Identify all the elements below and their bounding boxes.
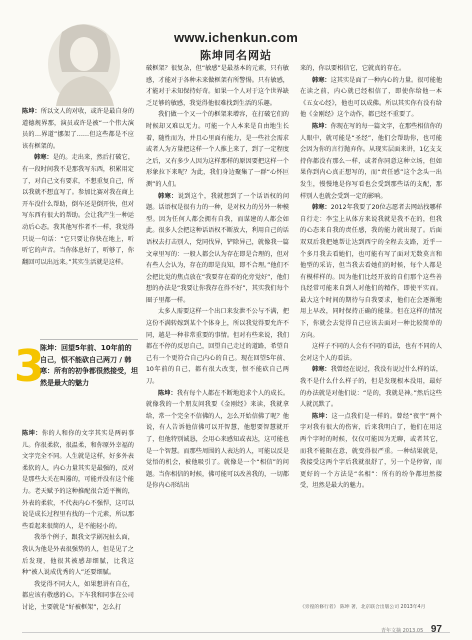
speaker-label: 韩寒： <box>312 204 331 212</box>
speaker-label: 陈坤： <box>22 108 41 115</box>
pull-quote <box>14 337 138 421</box>
speaker-label: 韩寒： <box>312 366 331 374</box>
speaker-label: 陈坤： <box>22 430 42 437</box>
paragraph <box>146 109 289 190</box>
pull-quote-text: 陈坤：回望5年前、10年前的自己，恨不能砍自己两刀 / 韩寒：所有的初争都很然接受，坦然是最大的魅力 <box>40 344 138 387</box>
paragraph-text: 我举个例子，跟我文学剧况扯么面，我认为他是外表很强势的人，但是见了之后发现，他很其被感却细腻，比我这种“被人说成优秀的人”还要细腻。 <box>22 534 134 577</box>
speaker-label: 韩寒： <box>158 192 178 200</box>
magazine-name: 青年文摘 2013.05 <box>381 628 424 634</box>
paragraph-text: 我觉得不同大人，如果想讲有自在，都应该有敬感的心。下车我和同事在公司讨论，主要就是“好被框架”，怎么打 <box>22 580 134 611</box>
paragraph-text: 来的，你以要相信它，它就真的存在。 <box>300 65 406 72</box>
paragraph-text: 破框架？很复杂，但“敏感”是最基本的元素，只有敏感，才能对于各种未来做框架有所警惕。只有敏感，才能对于未知保持好奇。如果一个人对于这个世界缺乏足够的敏感，我觉得他很难找到生活的乐趣。 <box>146 65 289 107</box>
paragraph <box>300 341 442 364</box>
page-number: 97 <box>430 624 442 635</box>
column-2 <box>146 63 289 623</box>
paragraph <box>300 121 442 202</box>
paragraph-text: 说到这个，我就想到了一个话语权的问题。话语权是很有力的一种，是对权力的另外一种模型。因为任何人都会拥有自我，而谋建的人都会如此。很多人会把这种话语权不断放大，利用自己的话语权去打击别人，党同伐异，铲除异己，就像我一篇文章里写的：一般人都会认为存在即是合理的，但对有些人会认为，存在的即是良知，即不合理。”他们不会把比觉的焦点放在“我要存在着的化旁觉好”，他们想的办法是“我要让你我存在得不好”，其实我们每个圈子里都一样。 <box>146 192 289 304</box>
pull-quote-number: 3 <box>14 341 45 392</box>
paragraph-text: 我们做一个又一个的框架来增容，在打破它们的时候却又难以无力。可能一个人本来是自由地生长着，随性而为，并且心里面有能力，是一些社会需求或者人为方量把这样一个人推上来了，到了一定程度之后，又有多少人因为这样那样的原因要把这样一个形象拉下来呢？为此，我们身边聚集了一群“心怀叵测”的人们。 <box>146 111 289 188</box>
paragraph <box>146 388 289 492</box>
paragraph <box>22 428 134 532</box>
paragraph-text: 我曾经在说过，我没有说过什么样的话，我不是什么什么样子的，但是发现根本没用，最好的办法就是对他们说：“是的，我就是神。”然后这些人就沉默了。 <box>300 366 442 409</box>
paragraph <box>300 63 442 75</box>
paragraph <box>22 106 134 152</box>
paragraph <box>22 579 134 614</box>
paragraph-text: 2012年我要了20位志愿者去网站找哪样自行走：李宝上从体方来说我就是我不在的，但我的心态来自我的责任感，我的能力就出现了。后面双双后我把她帮让达到西宁的全程去支路，近乎一个多月我去看她们，也可能有写了面对无数莫言和他型的采访，但当我去看她们的时候，每个人都是有模样样的。因为他们比经开放的自们那个这些善良经常可能来自到人对他们的精作，即使平实而。最大这个时间的期待与自我要求，他们在会逐渐地用上早改，同时保持正确的能量。但在这样的情况下，你就会去觉得自己应该去面对一种比较简单的方向。 <box>300 204 442 339</box>
paragraph <box>300 411 442 492</box>
paragraph-text: 所以文人的对收，或许是最自身的道德规界那，演员或许是被“一个伟大演员的…界道”挪架了……但这些都是不应该有框架的。 <box>22 108 134 150</box>
paragraph-text: 这其实是面了一种内心的力量。很可能他在读之前，内心就已经相信了，即使你给他一本《五女心经》，他也可以成佛。所以其实你有没有给他《金刚经》这个动作，都已经不重要了。 <box>300 76 442 119</box>
column-1-bottom <box>22 428 134 618</box>
paragraph <box>22 152 134 268</box>
column-3 <box>300 63 442 598</box>
speaker-label: 韩寒： <box>34 154 53 162</box>
paragraph <box>146 306 289 387</box>
book-caption: 《旁徨的修行者》 陈坤 著，北京联合出版公司 2013年4月 <box>300 605 426 610</box>
column-1-top <box>22 106 134 328</box>
website-url[interactable]: www.ichenkun.com <box>173 30 299 45</box>
website-name: 陈坤同名网站 <box>200 49 272 62</box>
paragraph-text: 太多人需要这样一个出口来发泄不公与不满，把这份不满转嫁到某个个体身上，所以我觉得要允许不同，越是一种非常重要的事情。但对有些来说，我们都在不停的反思自己，回望自己走过的道路，希望自己有一个更符合自己内心的自己。现在回望5年前、10年前的自己，都有很大改变，恨不能砍自己两刀。 <box>146 308 289 386</box>
paragraph-text: 是的。走出来，然后打破它，有一段时间我不是那我写东西，积累用定了，对自己文有要求，不想重复自己，所以我就不想直写了。参加比赛对我在商上开车没什么帮助，倒车还是倒开快，但对写东西有很大的帮助。会让我产生一种运动后心态。我其他写作者不一样，我觉得只说一句话：“它只要让你快在地上，听听它的声音。当你体息好了，听够了，你翻回可以出远来。”其实生活就是这样。 <box>22 154 134 266</box>
speaker-label: 陈坤： <box>312 122 331 130</box>
paragraph <box>146 191 289 307</box>
divider <box>40 339 138 340</box>
paragraph-text: 你现在写的每一篇文字，在那些相信你的人眼中，就可能是“圣经”，他们会帮助你，也可能会因为你的言行抛弃你。从现实层面来讲，1亿支支持你都没有那么一样，或者你同意这种立场，但如果你到内心真正想写的，而“责任感”这个念头一出发生，慢慢地是你写看也会受到那些话的支配，那样别人也就会受到一定的影响。 <box>300 122 442 200</box>
page-footer <box>381 624 442 635</box>
speaker-label: 陈坤： <box>158 389 177 397</box>
paragraph-text: 你的人和你的文字其实是两码事儿。你很柔软，很温柔，和你原外幸福的文字完全不同。人生就是这样，好多外表柔软的人，内心力量其实是最强的，反对是那些大关在叫嚣的，可能并没有这个能力。老天赋予的这种推配很合适平衡的，外表的柔软，不代表内心不强悍，这可以说是成长过程里有找的一个元素，所以那些看起来很简的人，是不能轻小的。 <box>22 430 134 530</box>
paragraph <box>300 202 442 341</box>
speaker-label: 陈坤： <box>312 412 332 420</box>
paragraph <box>300 364 442 410</box>
paragraph <box>300 75 442 121</box>
speaker-label: 韩寒： <box>312 76 331 84</box>
paragraph <box>146 63 289 109</box>
paragraph-text: 这一点我们是一样的。曾经“夜宇”两个字对我有很大的伤害，后来我明白了，他们在用这两个字时的时候，仅仅可能因为无聊，或者其它，而我不能限在意，就变得很严重。一种结果就是，我接受这两个字后我就很舒了，另一个是停留，而更好的一个方法是“名相”：所有的纷争都坦然接受，坦然是最大的魅力。 <box>300 412 442 490</box>
paragraph-text: 这样子不同的人会有不同的看法，也有不同的人会对这个人的看法。 <box>300 343 442 362</box>
paragraph-text: 我有每个人都在不断地追求个人的成长。就像我的一个朋友问我要《金刚经》来读，我就拿给，常一个完全不信佛的人，怎么开始信佛了呢？他说，有人告诉他信佛可以开智慧，他想要智慧就开了，但他特别诚恳，会用心来感知或表达，这可能也是一个智慧。而那些周围的人表达的人，可能以反是觉悟的机会，被他吸引了。就像是一个“相信”的问题。当你相信的时候，佛可能可以改善我的，一切都是你内心形结出 <box>146 389 289 490</box>
paragraph <box>22 532 134 578</box>
